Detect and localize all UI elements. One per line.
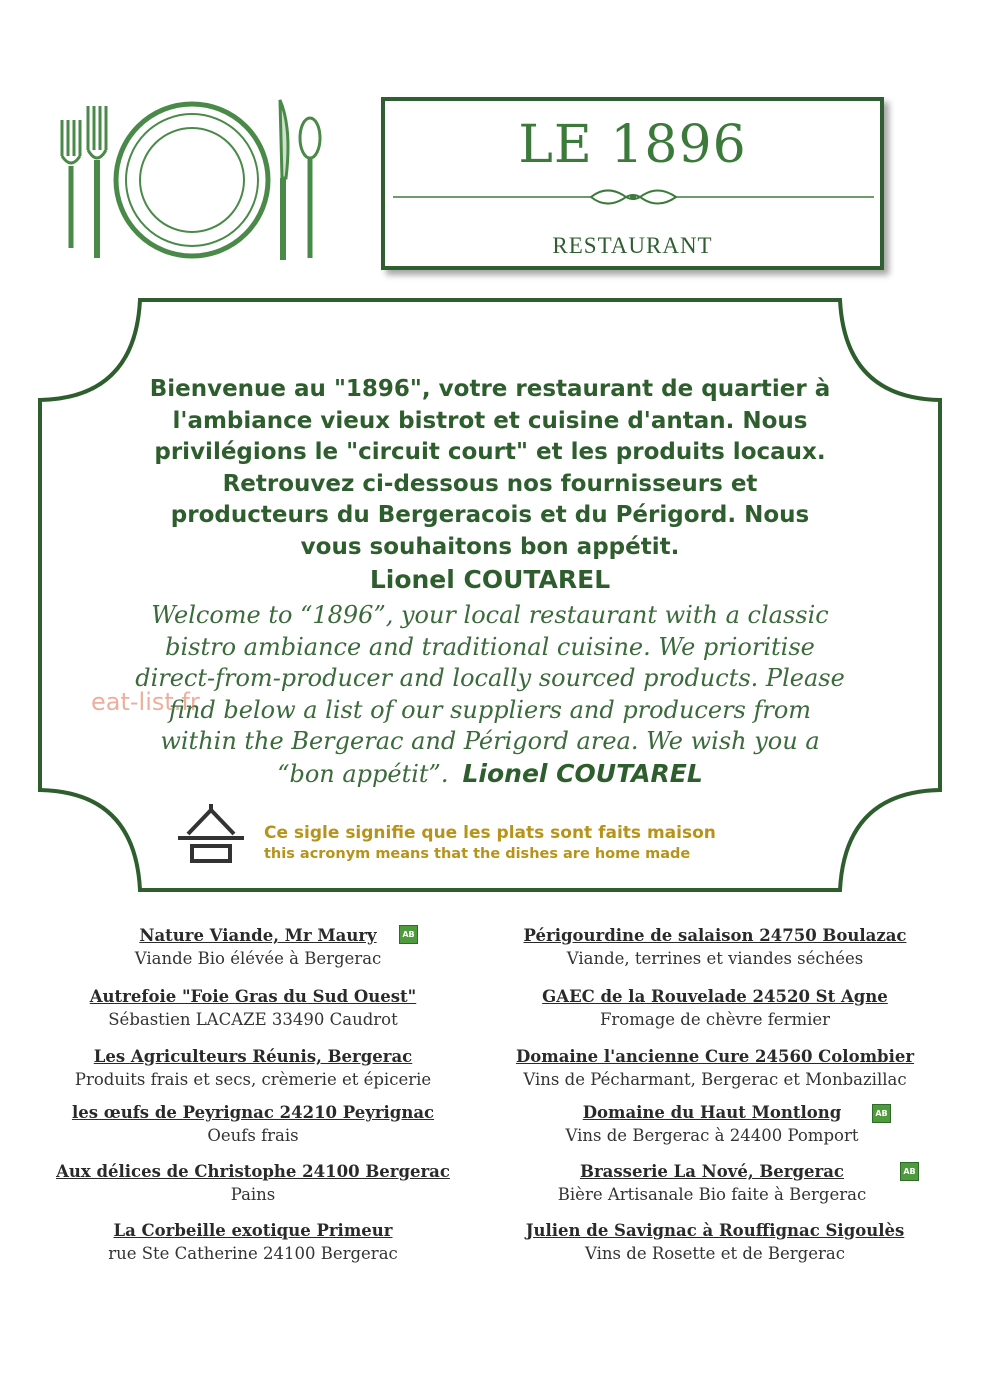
supplier-item <box>33 987 473 1029</box>
supplier-item <box>33 1103 473 1145</box>
supplier-name: les œufs de Peyrignac 24210 Peyrignac <box>71 1103 435 1122</box>
supplier-desc: Vins de Bergerac à 24400 Pomport <box>565 1126 859 1145</box>
supplier-desc: Bière Artisanale Bio faite à Bergerac <box>557 1185 867 1204</box>
supplier-desc: Pains <box>230 1185 276 1204</box>
supplier-name: Aux délices de Christophe 24100 Bergerac <box>56 1162 450 1181</box>
supplier-desc: Viande, terrines et viandes séchées <box>566 949 864 968</box>
supplier-item <box>492 1103 932 1145</box>
supplier-name: Nature Viande, Mr Maury <box>139 926 377 945</box>
supplier-desc: Vins de Rosette et de Bergerac <box>585 1244 845 1263</box>
supplier-name: Brasserie La Nové, Bergerac <box>580 1162 844 1181</box>
welcome-en-line: direct-from-producer and locally sourced products. Please <box>135 664 845 692</box>
supplier-desc: Sébastien LACAZE 33490 Caudrot <box>108 1010 398 1029</box>
organic-ab-icon: AB <box>399 925 418 944</box>
welcome-fr-line: Retrouvez ci-dessous nos fournisseurs et <box>222 470 758 497</box>
homemade-text-en: this acronym means that the dishes are home made <box>264 846 691 862</box>
supplier-desc: Vins de Pécharmant, Bergerac et Monbazillac <box>523 1070 907 1089</box>
cutlery-plate-illustration <box>52 98 332 268</box>
watermark: eat-list.fr <box>91 688 200 716</box>
welcome-en-line: within the Bergerac and Périgord area. We wish you a <box>160 727 820 755</box>
restaurant-subtitle: RESTAURANT <box>552 233 713 258</box>
supplier-desc: rue Ste Catherine 24100 Bergerac <box>108 1244 398 1263</box>
supplier-name: La Corbeille exotique Primeur <box>113 1221 393 1240</box>
supplier-desc: Fromage de chèvre fermier <box>599 1010 831 1029</box>
welcome-signature: Lionel COUTAREL <box>369 565 611 594</box>
supplier-name: Les Agriculteurs Réunis, Bergerac <box>93 1047 413 1066</box>
welcome-en-line: Welcome to “1896”, your local restaurant with a classic <box>151 601 829 629</box>
organic-ab-icon: AB <box>872 1104 891 1123</box>
house-plate-icon <box>176 802 246 864</box>
supplier-desc: Oeufs frais <box>207 1126 299 1145</box>
welcome-en-line: bistro ambiance and traditional cuisine. We prioritise <box>165 632 815 661</box>
supplier-item <box>33 1221 473 1263</box>
welcome-fr-line: vous souhaitons bon appétit. <box>300 533 680 560</box>
supplier-name: GAEC de la Rouvelade 24520 St Agne <box>542 987 888 1006</box>
welcome-en-line-last <box>100 758 880 791</box>
supplier-desc: Produits frais et secs, crèmerie et épicerie <box>74 1070 432 1089</box>
homemade-text-fr: Ce sigle signifie que les plats sont faits maison <box>264 823 716 843</box>
welcome-en-line: find below a list of our suppliers and producers from <box>168 695 812 724</box>
supplier-name: Julien de Savignac à Rouffignac Sigoulès <box>525 1221 905 1240</box>
supplier-item <box>495 987 935 1029</box>
welcome-fr-line: producteurs du Bergeracois et du Périgord. Nous <box>170 502 810 528</box>
supplier-desc: Viande Bio élévée à Bergerac <box>134 949 382 968</box>
restaurant-name: LE 1896 <box>518 115 747 175</box>
supplier-name: Domaine du Haut Montlong <box>582 1103 842 1122</box>
supplier-item <box>492 1162 932 1204</box>
welcome-text-en <box>100 600 880 790</box>
supplier-name: Domaine l'ancienne Cure 24560 Colombier <box>515 1047 915 1066</box>
supplier-name: Périgourdine de salaison 24750 Boulazac <box>523 926 907 945</box>
welcome-text-fr <box>100 374 880 563</box>
welcome-fr-line: Bienvenue au "1896", votre restaurant de quartier à <box>149 376 831 402</box>
welcome-en-signature: Lionel COUTAREL <box>462 758 703 788</box>
welcome-fr-line: l'ambiance vieux bistrot et cuisine d'antan. Nous <box>172 407 808 434</box>
supplier-item <box>495 1047 935 1089</box>
supplier-name: Autrefoie "Foie Gras du Sud Ouest" <box>89 987 417 1006</box>
supplier-item <box>495 1221 935 1263</box>
supplier-item <box>33 1162 473 1204</box>
supplier-item <box>33 1047 473 1089</box>
ornament-divider <box>391 183 876 211</box>
welcome-fr-line: privilégions le "circuit court" et les produits locaux. <box>154 439 826 465</box>
welcome-en-line: “bon appétit”. <box>277 759 449 788</box>
logo-box <box>381 97 884 270</box>
organic-ab-icon: AB <box>900 1162 919 1181</box>
supplier-item <box>495 926 935 968</box>
